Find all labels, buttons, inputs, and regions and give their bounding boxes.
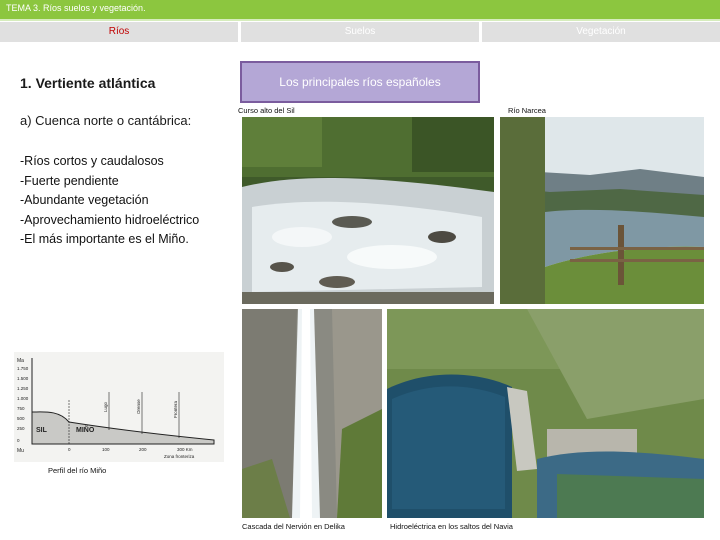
tab-suelos[interactable]: Suelos — [241, 22, 479, 42]
caption-sil: Curso alto del Sil — [238, 106, 295, 115]
x-tick: 0 — [68, 447, 71, 452]
y-tick: 750 — [17, 406, 25, 411]
photo-narcea-river — [500, 117, 704, 304]
title-bar — [0, 0, 720, 19]
bullet-item: -Aprovechamiento hidroeléctrico — [20, 212, 200, 227]
y-tick: 0 — [17, 438, 20, 443]
section-heading: 1. Vertiente atlántica — [20, 75, 156, 91]
tab-bar — [0, 22, 720, 42]
caption-narcea: Río Narcea — [508, 106, 546, 115]
bullet-item: -Fuerte pendiente — [20, 173, 119, 188]
y-tick: 1.000 — [17, 396, 29, 401]
sil-label: SIL — [36, 427, 47, 434]
y-tick: 500 — [17, 416, 25, 421]
photo-sil-river — [242, 117, 494, 304]
x-tick: 300 Km — [177, 447, 193, 452]
section-subheading: a) Cuenca norte o cantábrica: — [20, 113, 192, 128]
photo-navia-dam — [387, 309, 704, 518]
bullet-item: -El más importante es el Miño. — [20, 232, 189, 246]
tributary-label: Frontera — [173, 400, 178, 418]
tab-rios[interactable]: Ríos — [0, 22, 238, 42]
principales-rios-label: Los principales ríos españoles — [279, 75, 441, 89]
zone-label: Zona fronteriza — [164, 454, 195, 459]
mino-label: MIÑO — [76, 427, 95, 434]
tab-vegetacion[interactable]: Vegetación — [482, 22, 720, 42]
tributary-label: Orense — [136, 399, 141, 414]
principales-rios-button[interactable] — [240, 61, 480, 103]
page-title: TEMA 3. Ríos suelos y vegetación. — [6, 3, 146, 13]
photo-nervion-waterfall — [242, 309, 382, 518]
caption-mino-profile: Perfil del río Miño — [48, 466, 107, 475]
unit-bottom-label: Mu — [17, 448, 24, 454]
y-tick: 1.750 — [17, 366, 29, 371]
y-tick: 250 — [17, 426, 25, 431]
x-tick: 200 — [139, 447, 147, 452]
y-tick: 1.250 — [17, 386, 29, 391]
caption-navia: Hidroeléctrica en los saltos del Navia — [390, 522, 513, 531]
unit-top-label: Ma — [17, 358, 24, 364]
bullet-item: -Ríos cortos y caudalosos — [20, 154, 164, 168]
title-bar-divider — [0, 19, 720, 21]
mino-profile-chart — [14, 352, 224, 462]
bullet-list — [20, 152, 199, 250]
x-tick: 100 — [102, 447, 110, 452]
caption-nervion: Cascada del Nervión en Delika — [242, 522, 345, 531]
y-tick: 1.500 — [17, 376, 29, 381]
bullet-item: -Abundante vegetación — [20, 193, 149, 207]
tributary-label: Lugo — [103, 401, 108, 412]
